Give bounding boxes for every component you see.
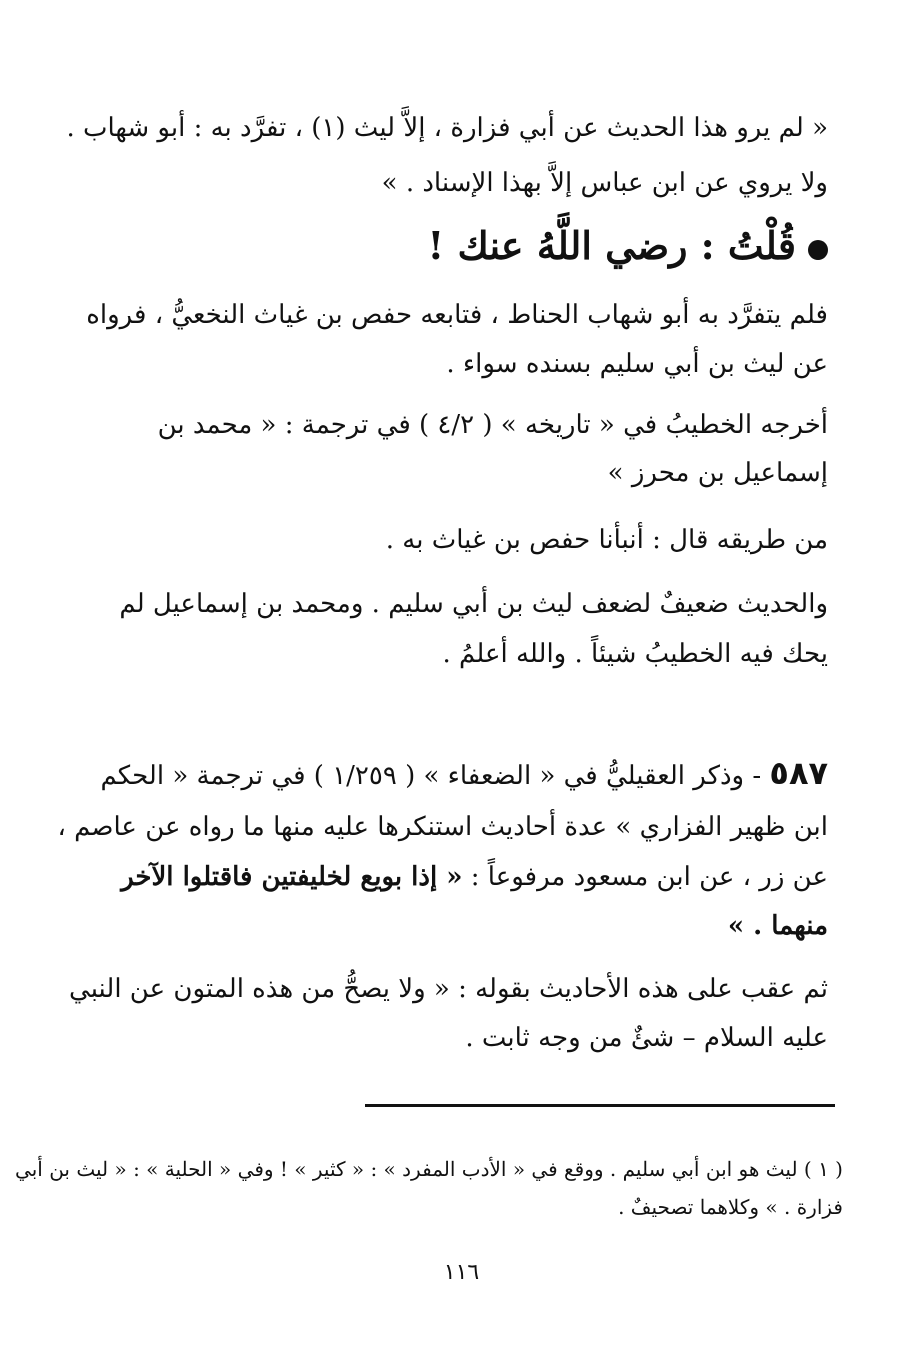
text-line-5: أخرجه الخطيبُ في « تاريخه » ( ٤/٢ ) في ترجمة : « محمد بن [157, 410, 828, 440]
entry-text: - وذكر العقيليُّ في « الضعفاء » ( ١/٢٥٩ ) في ترجمة « الحكم [100, 761, 762, 791]
text-line-1: « لم يرو هذا الحديث عن أبي فزارة ، إلاَّ ليث (١) ، تفرَّد به : أبو شهاب . [66, 113, 828, 143]
hadith-quote: « إذا بويع لخليفتين فاقتلوا الآخر [121, 862, 463, 892]
text-line-7: من طريقه قال : أنبأنا حفص بن غياث به . [385, 525, 828, 555]
section-heading [93, 218, 828, 274]
entry-number: ٥٨٧ [769, 754, 828, 792]
hadith-quote-end: منهما . » [727, 911, 828, 941]
text-line-11 [93, 857, 828, 897]
text-line-11-start: عن زر ، عن ابن مسعود مرفوعاً : [470, 862, 828, 892]
text-line-6: إسماعيل بن محرز » [607, 458, 828, 488]
text-line-13: عليه السلام – شئٌ من وجه ثابت . [465, 1023, 828, 1053]
text-line-8: والحديث ضعيفٌ لضعف ليث بن أبي سليم . ومحمد بن إسماعيل لم [119, 589, 828, 619]
text-line-10: ابن ظهير الفزاري » عدة أحاديث استنكرها عليه منها ما رواه عن عاصم ، [57, 812, 828, 842]
footnote-line-1: ( ١ ) ليث هو ابن أبي سليم . ووقع في « الأدب المفرد » : « كثير » ! وفي « الحلية » : « ليث بن أبي [15, 1157, 843, 1181]
page-number: ١١٦ [443, 1260, 480, 1285]
footnote-divider [365, 1104, 835, 1107]
text-line-9: يحك فيه الخطيبُ شيئاً . والله أعلمُ . [442, 639, 828, 669]
heading-text: قُلْتُ : رضي اللَّهُ عنك ! [427, 223, 796, 268]
text-line-3: فلم يتفرَّد به أبو شهاب الحناط ، فتابعه حفص بن غياث النخعيُّ ، فرواه [86, 300, 828, 330]
bullet-icon [808, 240, 828, 260]
text-line-4: عن ليث بن أبي سليم بسنده سواء . [446, 349, 828, 379]
entry-587-line [93, 753, 828, 796]
footnote-line-2: فزارة . » وكلاهما تصحيفٌ . [618, 1195, 843, 1219]
text-line-12: ثم عقب على هذه الأحاديث بقوله : « ولا يصحُّ من هذه المتون عن النبي [69, 974, 828, 1004]
text-line-2: ولا يروي عن ابن عباس إلاَّ بهذا الإسناد . » [381, 168, 828, 198]
